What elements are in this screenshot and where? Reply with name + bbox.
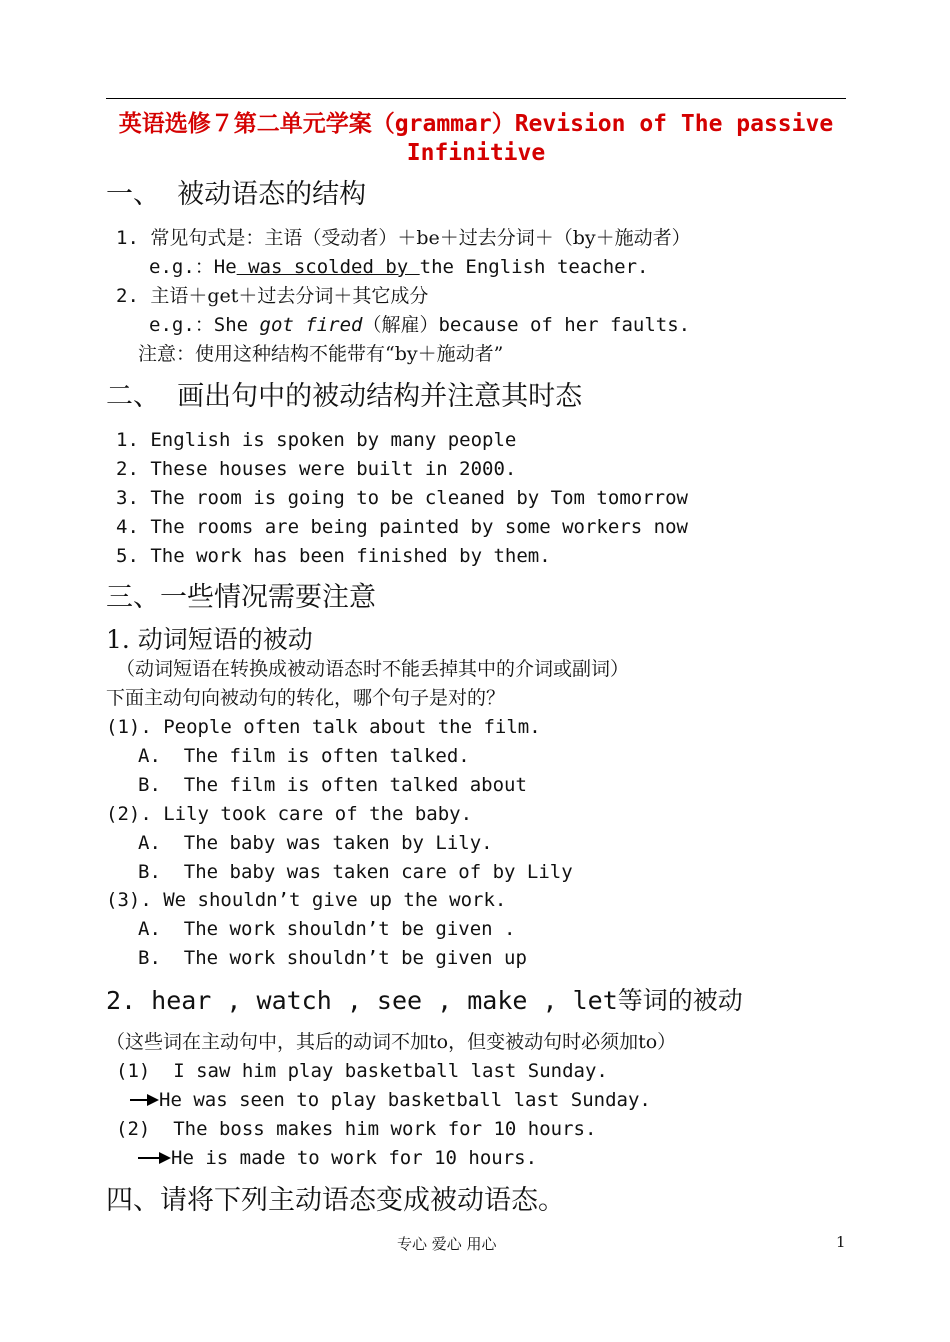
s2-item: 3. The room is going to be cleaned by Tom tomorrow [116,487,688,509]
s3-q3-option-b: B. The work shouldn’t be given up [138,947,527,969]
s2-item: 4. The rooms are being painted by some workers now [116,516,688,538]
s1-example-1-underlined: was scolded by [236,256,420,278]
s3-q3: (3). We shouldn’t give up the work. [106,889,507,911]
s1-example-1-suffix: the English teacher. [419,256,649,278]
s1-example-2-suffix: （解雇）because of her faults. [362,314,691,336]
section-3-heading: 三、一些情况需要注意 [106,582,376,613]
s3-ex-1-result-text: He was seen to play basketball last Sunday. [159,1089,651,1111]
s1-item-2-num: 2. [116,285,139,307]
s3-q1: (1). People often talk about the film. [106,716,541,738]
s3-sub-1-question: 下面主动句向被动句的转化，哪个句子是对的？ [106,687,506,709]
s1-item-1-num: 1. [116,227,139,249]
s3-sub-2-note: （这些词在主动句中，其后的动词不加to，但变被动句时必须加to） [106,1031,677,1053]
s2-item: 2. These houses were built in 2000. [116,458,517,480]
s2-item: 1. English is spoken by many people [116,429,517,451]
s3-q1-option-a: A. The film is often talked. [138,745,470,767]
document-title: 英语选修７第二单元学案（grammar）Revision of The passive Infinitive [118,111,834,166]
section-4-heading: 四、请将下列主动语态变成被动语态。 [106,1185,565,1216]
section-1-heading: 一、 被动语态的结构 [106,179,367,210]
s3-ex-1: (1) I saw him play basketball last Sunday. [116,1060,608,1082]
s1-example-2-prefix: e.g.：She [149,314,260,336]
footer-motto: 专心 爱心 用心 [397,1235,497,1253]
s3-sub-1-note: （动词短语在转换成被动语态时不能丢掉其中的介词或副词） [116,658,630,680]
s3-ex-2-result [138,1145,537,1171]
s1-item-2 [116,283,428,309]
s1-note: 注意：使用这种结构不能带有“by＋施动者” [138,343,504,365]
s3-sub-2-heading: 2. hear , watch , see , make , let等词的被动 [106,986,743,1015]
s3-q2-option-a: A. The baby was taken by Lily. [138,832,493,854]
s1-item-2-text: 主语＋get＋过去分词＋其它成分 [150,285,429,307]
s1-example-1 [149,254,648,280]
section-2-heading: 二、 画出句中的被动结构并注意其时态 [106,381,583,412]
s3-q2: (2). Lily took care of the baby. [106,803,473,825]
s3-sub-1-heading: 1. 动词短语的被动 [106,625,313,654]
s3-q2-option-b: B. The baby was taken care of by Lily [138,861,573,883]
s3-ex-2-result-text: He is made to work for 10 hours. [171,1147,538,1169]
s3-q1-option-b: B. The film is often talked about [138,774,527,796]
s1-item-1 [116,225,691,251]
right-arrow-icon [138,1145,171,1171]
s1-item-1-text: 常见句式是：主语（受动者）＋be＋过去分词＋（by＋施动者） [150,227,691,249]
s3-q3-option-a: A. The work shouldn’t be given . [138,918,516,940]
header-rule [106,98,846,99]
s1-example-2 [149,312,690,338]
s2-item: 5. The work has been finished by them. [116,545,551,567]
page-number: 1 [836,1233,846,1251]
s1-example-1-prefix: e.g.：He [149,256,237,278]
s3-ex-1-result [130,1087,651,1113]
s3-ex-2: (2) The boss makes him work for 10 hours. [116,1118,597,1140]
s1-example-2-italic: got fired [259,314,363,336]
right-arrow-icon [130,1087,159,1113]
